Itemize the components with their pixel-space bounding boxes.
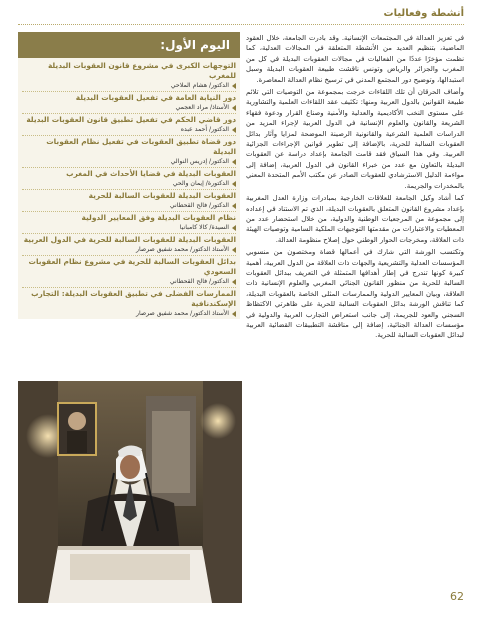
bullet-triangle-icon bbox=[232, 279, 236, 285]
session-title: العقوبات البديلة في قضايا الأحداث في المغرب bbox=[66, 169, 236, 178]
program-column bbox=[18, 32, 240, 319]
bullet-triangle-icon bbox=[232, 105, 236, 111]
bullet-triangle-icon bbox=[232, 159, 236, 165]
session-title: دور النيابة العامة في تفعيل العقوبات البديلة bbox=[75, 93, 236, 102]
page-number: 62 bbox=[450, 590, 464, 603]
body-paragraph: وتكتسب الورشة التي شارك في أعمالها قضاة ومختصون من منسوبي المؤسسات العدلية والتشريعية والجهات ذات العلاقة من الدول العربية، أهمية كبيرة كونها تندرج في إطار أهدافها المتمثلة في التعريف ببدائل العقوبات السالبة للحرية من منظور القانون الجنائي المغربي والعلوم الإنسانية ذات العلاقة، وبيان المعايير الدولية والممارسات المثلى الخاصة بالعقوبات البديلة، كما تناقش الورشة بدائل العقوبات السالبة للحرية على ظاهرتي الاكتظاظ السجني والعود للجريمة، إلى جانب استعراض التجارب العربية والدولية في مؤسسات العدالة الجنائية، إضافة إلى مناقشة التطبيقات القضائية العربية لبدائل العقوبات السالبة للحرية. bbox=[246, 248, 464, 340]
session-speaker: الأستاذ الدكتور/ محمد شفيق صرصار bbox=[22, 309, 236, 318]
session-title: العقوبات البديلة للعقوبات السالبة للحرية في الدول العربية bbox=[23, 235, 236, 244]
program-session bbox=[22, 234, 236, 256]
body-paragraph: في تعزيز العدالة في المجتمعات الإنسانية. وقد بادرت الجامعة، خلال العقود الماضية، بتنظيم العديد من الأنشطة المتعلقة في المجالات العدلية، كما نظمت مؤخرًا عددًا من الفعاليات في مجالات العقوبات البديلة في كل من المغرب والجزائر والرياض وتونس ناقشت طبيعة العقوبات البديلة وسبل استبدالها، وتوضيح دور المجتمع المدني في ترسيخ نظام العدالة المعاصرة. bbox=[246, 34, 464, 84]
body-paragraph: كما أشاد وكيل الجامعة للعلاقات الخارجية بمبادرات وزارة العدل المغربية بإعداد مشروع القانون المتعلق بالعقوبات البديلة، الذي تم الاستناد في إعداده إلى مجموعة من المرجعيات الوطنية والدولية، من خلال استحضار عدد من المعطيات والاعتبارات من مقدمتها التوجيهات الملكية السامية وتوصيات الهيئة ذات العلاقة، ومخرجات الحوار الوطني حول إصلاح منظومة العدالة. bbox=[246, 194, 464, 244]
session-speaker: الأستاذ/ مراد العجمي bbox=[22, 103, 236, 112]
program-session bbox=[22, 190, 236, 212]
session-title: الممارسات الفضلى في تطبيق العقوبات البديلة: التجارب الإسكندنافية bbox=[31, 289, 236, 308]
session-title: العقوبات البديلة للعقوبات السالبة للحرية bbox=[88, 191, 236, 200]
session-speaker: الدكتورة/ إيمان والحي bbox=[22, 179, 236, 188]
bullet-triangle-icon bbox=[232, 225, 236, 231]
bullet-triangle-icon bbox=[232, 83, 236, 89]
session-title: التوجهات الكبرى في مشروع قانون العقوبات البديلة للمغرب bbox=[47, 61, 236, 80]
event-photo-illustration bbox=[18, 381, 242, 603]
body-paragraph: وأضاف الحرقان أن تلك اللقاءات خرجت بمجموعة من التوصيات التي تلائم طبيعة القوانين بالدول العربية ومنها: تكثيف عقد اللقاءات العلمية والتشاورية على مستوى النخب الأكاديمية والعدلية والأمنية وصناع القرار ودعوة فقهاء الشريعة والقانون والعلوم الإنسانية في الدول العربية لإجراء المزيد من الدراسات العلمية الشرعية والقانونية الرصينة الموضحة لمزايا وآثار بدائل العقوبات السالبة للحرية، بالإضافة إلى تطوير قوانين الإجراءات الجزائية العربية. وفي هذا السياق فقد قامت الجامعة بإعداد دراسة عن العقوبات البديلة بالتعاون مع عدد من خبراء القانون في الدول العربية، إضافة إلى مواءمة الدليل الاسترشادي للعقوبات الصادر عن مكتب الأمم المتحدة المعني بالمخدرات والجريمة. bbox=[246, 88, 464, 190]
header-divider bbox=[18, 24, 464, 25]
session-speaker: الدكتور/ هشام الملاحي bbox=[22, 81, 236, 90]
program-session bbox=[22, 136, 236, 168]
program-session bbox=[22, 256, 236, 288]
program-session bbox=[22, 168, 236, 190]
program-list bbox=[18, 58, 240, 319]
session-speaker: السيدة/ كالا كامبانيا bbox=[22, 223, 236, 232]
session-title: دور قاضي الحكم في تفعيل تطبيق قانون العقوبات البديلة bbox=[26, 115, 236, 124]
day-banner bbox=[18, 32, 240, 58]
session-title: بدائل العقوبات السالبة للحرية في مشروع نظام العقوبات السعودي bbox=[28, 257, 236, 276]
session-speaker: الأستاذ الدكتور/ محمد شفيق صرصار bbox=[22, 245, 236, 254]
program-session bbox=[22, 212, 236, 234]
event-photo bbox=[18, 381, 242, 603]
program-session bbox=[22, 60, 236, 92]
session-speaker: الدكتور/ فالح القحطاني bbox=[22, 277, 236, 286]
session-title: نظام العقوبات البديلة وفق المعايير الدولية bbox=[81, 213, 236, 222]
bullet-triangle-icon bbox=[232, 203, 236, 209]
bullet-triangle-icon bbox=[232, 181, 236, 187]
article-body bbox=[246, 33, 464, 343]
program-session bbox=[22, 114, 236, 136]
bullet-triangle-icon bbox=[232, 311, 236, 317]
day-title: اليوم الأول: bbox=[160, 38, 230, 52]
program-session bbox=[22, 288, 236, 319]
session-title: دور قضاة تطبيق العقوبات في تفعيل نظام العقوبات البديلة bbox=[46, 137, 236, 156]
session-speaker: الدكتور/ أحمد عبده bbox=[22, 125, 236, 134]
section-title: أنشطة وفعاليات bbox=[383, 8, 464, 19]
bullet-triangle-icon bbox=[232, 247, 236, 253]
program-session bbox=[22, 92, 236, 114]
session-speaker: الدكتور/ إدريس النوالي bbox=[22, 157, 236, 166]
session-speaker: الدكتور/ فالح القحطاني bbox=[22, 201, 236, 210]
bullet-triangle-icon bbox=[232, 127, 236, 133]
